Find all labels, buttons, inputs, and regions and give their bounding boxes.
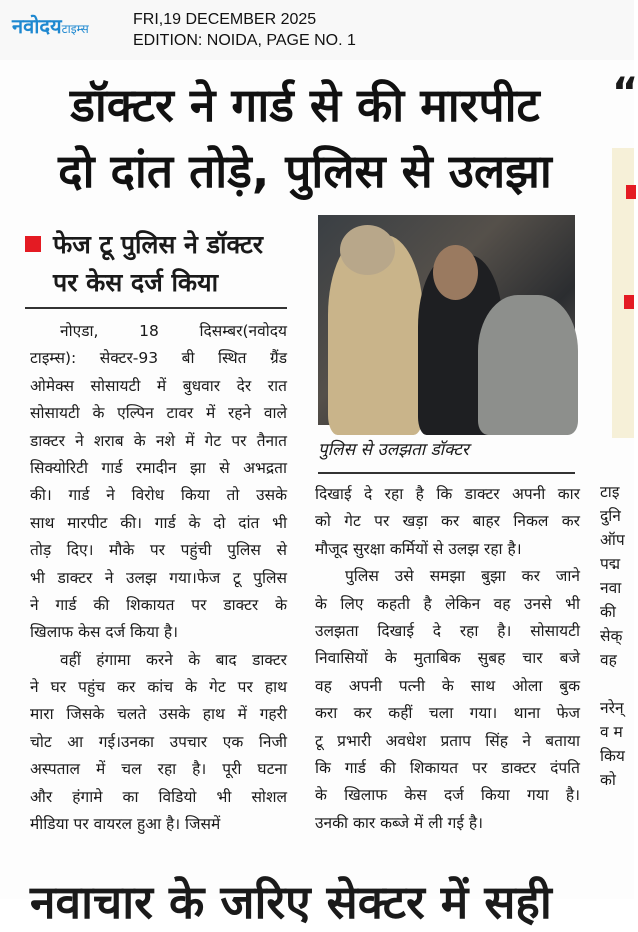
article-column-2: [315, 481, 580, 837]
text-line: साथ मारपीट की। गार्ड के दो दांत भी: [30, 513, 287, 532]
text-line: को: [600, 771, 616, 789]
subhead-line: पर केस दर्ज किया: [53, 268, 219, 297]
text-line: की: [600, 603, 616, 621]
text-line: अस्पताल में चल रहा है। पूरी घटना: [30, 760, 287, 779]
text-line: सिक्योरिटी गार्ड रमादीन झा से अभद्रता: [30, 458, 287, 477]
text-line: टाइम्स): सेक्टर-93 बी स्थित ग्रैंड: [30, 349, 287, 368]
text-line: चोट आ गई।उनका उपचार एक निजी: [30, 732, 287, 751]
quote-mark: “: [612, 70, 638, 116]
divider: [318, 472, 575, 474]
text-line: नरेन्: [600, 699, 624, 717]
text-line: भी डाक्टर ने उलझ गया।फेज टू पुलिस: [30, 568, 287, 587]
subhead-line: फेज टू पुलिस ने डॉक्टर: [53, 230, 263, 259]
article-subhead: [25, 226, 287, 302]
text-line: व म: [600, 723, 623, 741]
text-line: वह अपनी पत्नी के साथ ओला बुक: [315, 676, 580, 695]
text-line: उनकी कार कब्जे में ली गई है।: [315, 813, 484, 832]
text-line: उलझता दिखाई दे रहा है। सोसायटी: [315, 621, 580, 640]
text-line: कि गार्ड की शिकायत पर डाक्टर दंपति: [315, 758, 580, 777]
text-line: वह: [600, 651, 617, 669]
text-line: के लिए कहती है लेकिन वह उनसे भी: [315, 594, 580, 613]
text-line: नोएडा, 18 दिसम्बर(नवोदय: [60, 322, 287, 340]
next-article-headline: नवाचार के जरिए सेक्टर में सही: [30, 875, 552, 929]
edition-page: EDITION: NOIDA, PAGE NO. 1: [133, 32, 356, 49]
text-line: टाइ: [600, 483, 620, 501]
divider: [25, 307, 287, 309]
text-line: नवा: [600, 579, 622, 597]
newspaper-logo: [12, 12, 89, 39]
logo-main: नवोदय: [12, 14, 62, 38]
text-line: ने गार्ड की शिकायत पर डाक्टर के: [30, 595, 287, 614]
text-line: ओमेक्स सोसायटी में बुधवार देर रात: [30, 376, 287, 395]
photo-figure-man: [478, 295, 578, 435]
text-line: टू प्रभारी अवधेश प्रताप सिंह ने बताया: [315, 731, 580, 750]
header-bar: [0, 0, 634, 60]
text-line: मारा जिसके चलते उसके हाथ में गहरी: [30, 705, 287, 724]
text-line: [600, 672, 634, 696]
text-line: निवासियों के मुताबिक सुबह चार बजे: [315, 649, 580, 668]
red-square-bullet-icon: [25, 236, 41, 252]
text-line: पद्म: [600, 555, 621, 573]
publication-date: FRI,19 DECEMBER 2025: [133, 11, 317, 28]
text-line: मौजूद सुरक्षा कर्मियों से उलझ रहा है।: [315, 539, 522, 558]
text-line: किय: [600, 747, 625, 765]
text-line: पुलिस उसे समझा बुझा कर जाने: [345, 567, 580, 586]
text-line: ने घर पहुंच कर कांच के गेट पर हाथ: [30, 678, 287, 697]
photo-caption: पुलिस से उलझता डॉक्टर: [318, 440, 469, 460]
red-bullet-icon: [626, 185, 636, 199]
text-line: सेक्: [600, 627, 623, 645]
article-headline: [20, 72, 590, 204]
text-line: और हंगामे का विडियो भी सोशल: [30, 787, 287, 806]
text-line: को गेट पर खड़ा कर बाहर निकल कर: [315, 512, 580, 531]
adjacent-article-column: [600, 480, 634, 792]
text-line: खिलाफ केस दर्ज किया है।: [30, 623, 179, 642]
article-column-1: [30, 318, 287, 838]
photo-head: [433, 245, 478, 300]
text-line: तोड़ दिए। मौके पर पहुंची पुलिस से: [30, 541, 287, 560]
logo-sub: टाइम्स: [61, 22, 89, 36]
text-line: सोसायटी के एल्पिन टावर में रहने वाले: [30, 404, 287, 423]
headline-line: डॉक्टर ने गार्ड से की मारपीट: [70, 78, 540, 132]
text-line: ऑप: [600, 531, 625, 549]
text-line: के खिलाफ केस दर्ज किया गया है।: [315, 786, 580, 805]
edition-info: [133, 9, 356, 51]
article-photo: [318, 215, 575, 425]
text-line: करा कर कहीं चला गया। थाना फेज: [315, 704, 580, 723]
text-line: मीडिया पर वायरल हुआ है। जिसमें: [30, 815, 221, 834]
red-bullet-icon: [624, 295, 634, 309]
photo-head: [340, 225, 395, 275]
text-line: वहीं हंगामा करने के बाद डाक्टर: [60, 650, 287, 669]
headline-line: दो दांत तोड़े, पुलिस से उलझा: [58, 144, 552, 198]
text-line: दिखाई दे रहा है कि डाक्टर अपनी कार: [315, 485, 580, 503]
text-line: की। गार्ड ने विरोध किया तो उसके: [30, 486, 287, 505]
text-line: दुनि: [600, 507, 621, 525]
text-line: डाक्टर ने शराब के नशे में गेट पर तैनात: [30, 431, 287, 450]
